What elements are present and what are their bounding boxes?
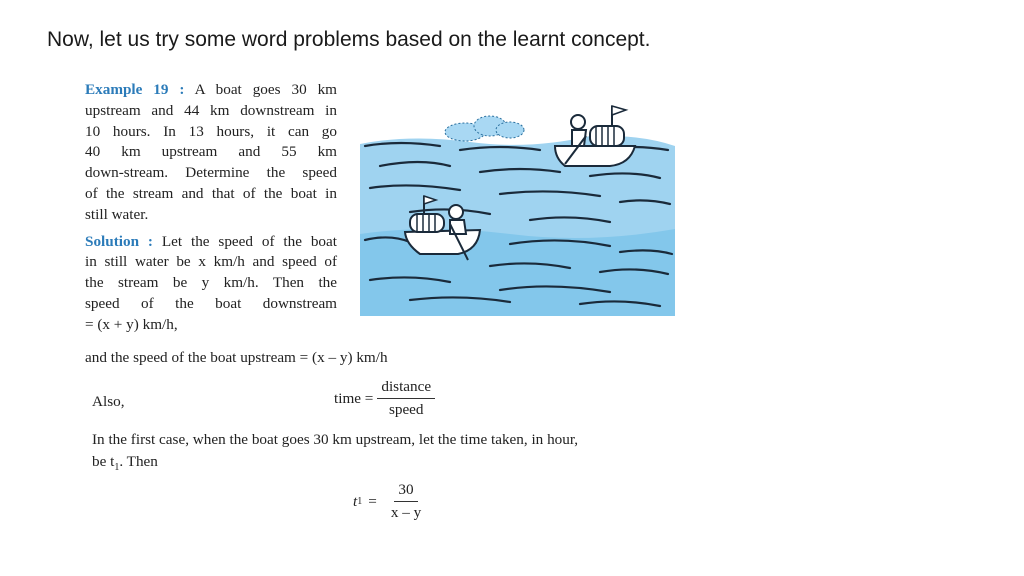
example-line-4: down-stream. Determine the speed [85, 164, 337, 182]
solution-line-2: the stream be y km/h. Then the [85, 274, 337, 292]
time-formula-lhs: time = [334, 389, 374, 407]
example-line-6: still water. [85, 205, 149, 223]
t1-fraction [387, 481, 425, 522]
boats-on-river-illustration [350, 84, 682, 324]
example-line-3: 40 km upstream and 55 km [85, 143, 337, 161]
solution-line-3: speed of the boat downstream [85, 294, 337, 312]
first-case-line-2-end: . Then [119, 453, 158, 470]
example-line-5: of the stream and that of the boat in [85, 184, 337, 202]
first-case-subscript: 1 [114, 462, 120, 474]
slide-heading: Now, let us try some word problems based on the learnt concept. [47, 28, 651, 51]
t1-numerator: 30 [394, 481, 417, 502]
upstream-speed-line: and the speed of the boat upstream = (x – y) km/h [85, 349, 388, 366]
first-case-line-1: In the first case, when the boat goes 30 km upstream, let the time taken, in hour, [92, 431, 579, 448]
t1-equals: = [368, 492, 377, 510]
first-case-paragraph [92, 429, 692, 479]
solution-line-0: Let the speed of the boat [152, 232, 337, 250]
example-line-1: upstream and 44 km downstream in [85, 101, 337, 119]
t1-formula [353, 481, 425, 522]
also-label: Also, [92, 393, 125, 410]
time-formula [334, 378, 435, 419]
example-line-2: 10 hours. In 13 hours, it can go [85, 122, 337, 140]
t1-subscript: 1 [357, 496, 363, 507]
solution-line-4: = (x + y) km/h, [85, 315, 178, 333]
solution-line-1: in still water be x km/h and speed of [85, 253, 337, 271]
time-denominator: speed [388, 401, 424, 418]
t1-variable: t [353, 492, 358, 510]
example-paragraph [85, 80, 337, 336]
t1-denominator: x – y [390, 504, 422, 521]
example-line-0: A boat goes 30 km [184, 81, 337, 98]
first-case-line-2: be t [92, 453, 115, 470]
example-label: Example 19 : [85, 81, 185, 98]
solution-label: Solution : [85, 232, 153, 250]
time-numerator: distance [377, 378, 435, 399]
time-fraction [377, 378, 435, 419]
